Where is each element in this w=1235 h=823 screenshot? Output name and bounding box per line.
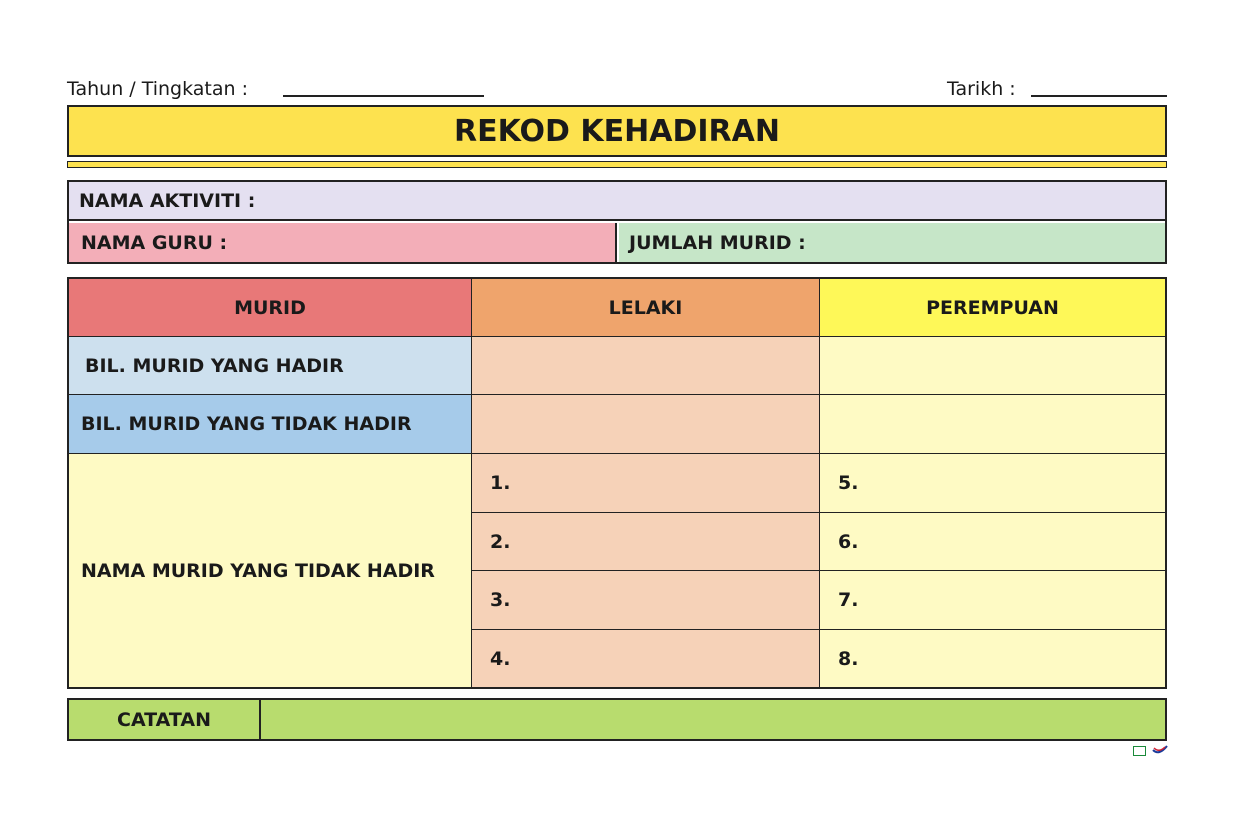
header-female (819, 278, 1166, 337)
number-label: 7. (838, 589, 859, 611)
teacher-label: NAMA GURU : (81, 231, 228, 254)
header-label: LELAKI (608, 296, 683, 319)
number-label: 5. (838, 472, 859, 494)
present-female-cell[interactable] (819, 336, 1166, 395)
notes-field[interactable] (262, 700, 1165, 739)
date-label: Tarikh : (947, 78, 1016, 100)
date-field[interactable] (1031, 95, 1167, 97)
absent-female-cell[interactable] (819, 394, 1166, 454)
activity-label: NAMA AKTIVITI : (79, 189, 256, 212)
absent-male-cell[interactable] (471, 394, 820, 454)
number-label: 3. (490, 589, 511, 611)
notes-label-cell (69, 700, 261, 739)
number-label: 1. (490, 472, 511, 494)
year-form-label: Tahun / Tingkatan : (67, 78, 249, 100)
header-male (471, 278, 820, 337)
page-title: REKOD KEHADIRAN (454, 113, 780, 149)
male-name-cell[interactable] (471, 512, 820, 571)
male-name-cell[interactable] (471, 629, 820, 688)
number-label: 2. (490, 530, 511, 553)
header-label: PEREMPUAN (926, 296, 1059, 319)
row-label: NAMA MURID YANG TIDAK HADIR (81, 559, 435, 582)
row-present-label (68, 336, 472, 395)
total-students-label: JUMLAH MURID : (629, 231, 806, 254)
header-label: MURID (234, 296, 306, 319)
female-name-cell[interactable] (819, 453, 1166, 513)
total-students-field[interactable] (619, 223, 1165, 262)
row-absent-names-label (68, 453, 472, 688)
present-male-cell[interactable] (471, 336, 820, 395)
notes-label: CATATAN (117, 708, 211, 731)
row-label: BIL. MURID YANG HADIR (85, 354, 344, 377)
row-absent-label (68, 394, 472, 454)
female-name-cell[interactable] (819, 629, 1166, 688)
divider (67, 161, 1167, 168)
female-name-cell[interactable] (819, 570, 1166, 630)
header-student (68, 278, 472, 337)
male-name-cell[interactable] (471, 570, 820, 630)
number-label: 4. (490, 647, 511, 670)
malaysia-logo-icon (1151, 744, 1169, 758)
activity-field[interactable] (69, 182, 1165, 221)
number-label: 8. (838, 647, 859, 670)
male-name-cell[interactable] (471, 453, 820, 513)
row-label: BIL. MURID YANG TIDAK HADIR (81, 413, 412, 435)
teacher-field[interactable] (69, 223, 617, 262)
publisher-logo (1133, 746, 1146, 756)
year-form-field[interactable] (283, 95, 484, 97)
number-label: 6. (838, 530, 859, 553)
female-name-cell[interactable] (819, 512, 1166, 571)
title-banner (67, 105, 1167, 157)
